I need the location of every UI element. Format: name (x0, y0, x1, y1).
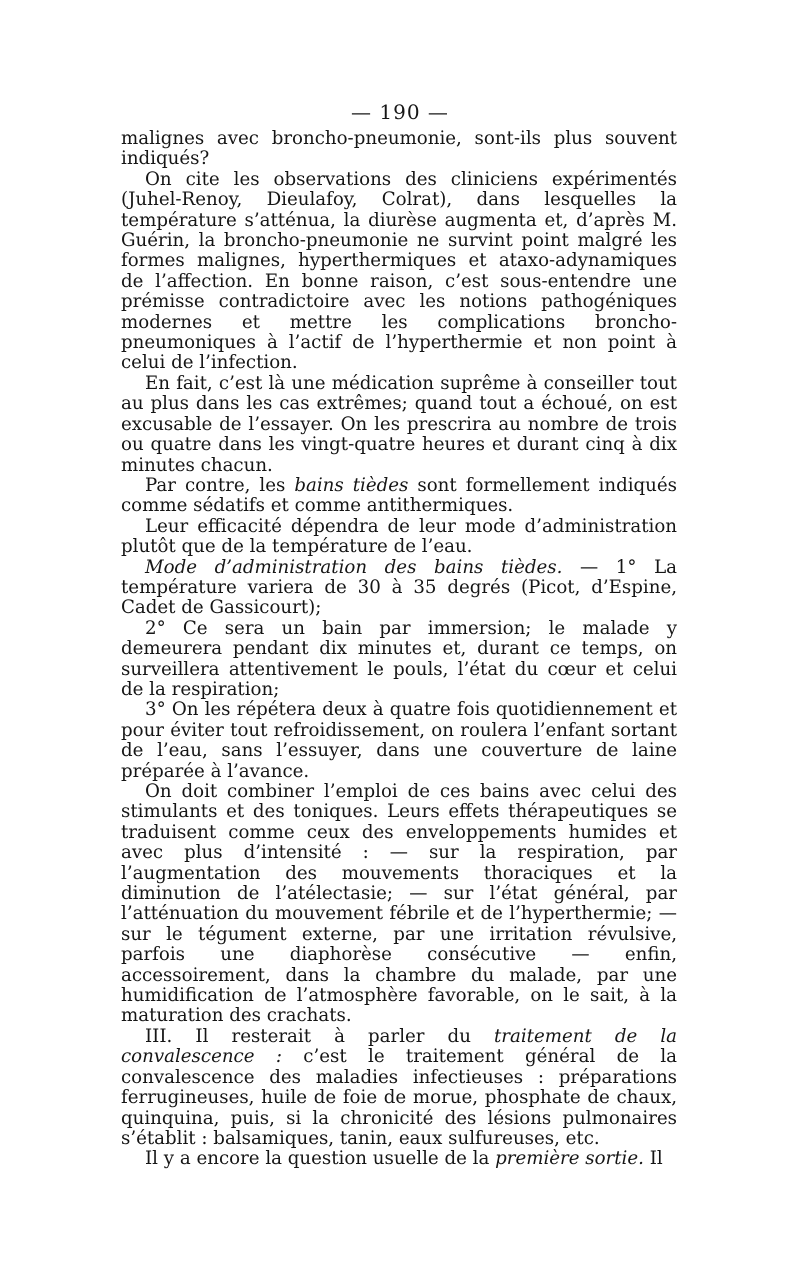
italic-text: traitement de la convalescence : (121, 1025, 677, 1068)
text-run: Il (643, 1148, 663, 1170)
text-run: Par contre, les (145, 474, 295, 496)
text-run: Leur efficacité dépendra de leur mode d’administration plutôt que de la température de l’eau. (121, 515, 677, 558)
text-run: — 1° La température variera de 30 à 35 degrés (Picot, d’Espine, Cadet de Gassicourt); (121, 556, 677, 619)
italic-text: première sortie. (495, 1148, 644, 1170)
text-run: malignes avec broncho-pneumonie, sont-ils plus souvent indiqués? (121, 128, 677, 170)
paragraph (121, 619, 677, 701)
paragraph (121, 374, 677, 476)
italic-text: bains tièdes (294, 474, 409, 496)
paragraph (121, 700, 677, 782)
paragraph (121, 1027, 677, 1149)
paragraph (121, 476, 677, 517)
text-run: En fait, c’est là une médication suprême à conseiller tout au plus dans les cas extrêmes; quand tout a échoué, on est excusable de l’essayer. On les prescrira au nombre de trois ou quatre dans les vingt-quatre heures et durant cinq à dix minutes chacun. (121, 372, 677, 476)
text-run: 3° On les répétera deux à quatre fois quotidiennement et pour éviter tout refroidissement, on roulera l’enfant sortant de l’eau, sans l’essuyer, dans une couverture de laine préparée à l’avance. (121, 699, 677, 782)
paragraph (121, 170, 677, 374)
italic-text: Mode d’administration des bains tièdes. (145, 556, 563, 578)
text-run: On doit combiner l’emploi de ces bains avec celui des stimulants et des toniques. Leurs effets thérapeutiques se traduisent comme ceux des enveloppements humides et avec plus d’intensité : — sur la respiration, par l’augmentation des mouvements thoraciques et la diminution de l’atélectasie; — sur l’état général, par l’atténuation du mouvement fébrile et de l’hyperthermie; — sur le tégument externe, par une irritation révulsive, parfois une diaphorèse consécutive — enfin, accessoirement, dans la chambre du malade, par une humidification de l’atmosphère favorable, on le sait, à la maturation des crachats. (121, 781, 677, 1027)
body-text (121, 129, 677, 1170)
text-run: c’est le traitement général de la convalescence des maladies infectieuses : préparations ferrugineuses, huile de foie de morue, phosphate de chaux, quinquina, puis, si la chronicité des lésions pulmonaires s’établit : balsamiques, tanin, eaux sulfureuses, etc. (121, 1046, 678, 1149)
paragraph (121, 517, 677, 558)
paragraph (121, 558, 677, 619)
paragraph (121, 1149, 677, 1169)
page-number: — 190 — (351, 100, 449, 124)
text-run: On cite les observations des cliniciens expérimentés (Juhel-Renoy, Dieulafoy, Colrat), dans lesquelles la température s’atténua, la diurèse augmenta et, d’après M. Guérin, la broncho-pneumonie ne survint point malgré les formes malignes, hyperthermiques et ataxo-adynamiques de l’affection. En bonne raison, c’est sous-entendre une prémisse contradictoire avec les notions pathogéniques modernes et mettre les complications broncho-pneumoniques à l’actif de l’hyperthermie et non point à celui de l’infection. (121, 168, 677, 374)
text-run: III. Il resterait à parler du (145, 1025, 494, 1047)
text-run: Il y a encore la question usuelle de la (145, 1148, 496, 1170)
paragraph (121, 782, 677, 1027)
text-run: 2° Ce sera un bain par immersion; le malade y demeurera pendant dix minutes et, durant ce temps, on surveillera attentivement le pouls, l’état du cœur et celui de la respiration; (121, 617, 677, 700)
text-run: sont formellement indiqués comme sédatifs et comme antithermiques. (121, 474, 677, 517)
paragraph (121, 129, 677, 170)
